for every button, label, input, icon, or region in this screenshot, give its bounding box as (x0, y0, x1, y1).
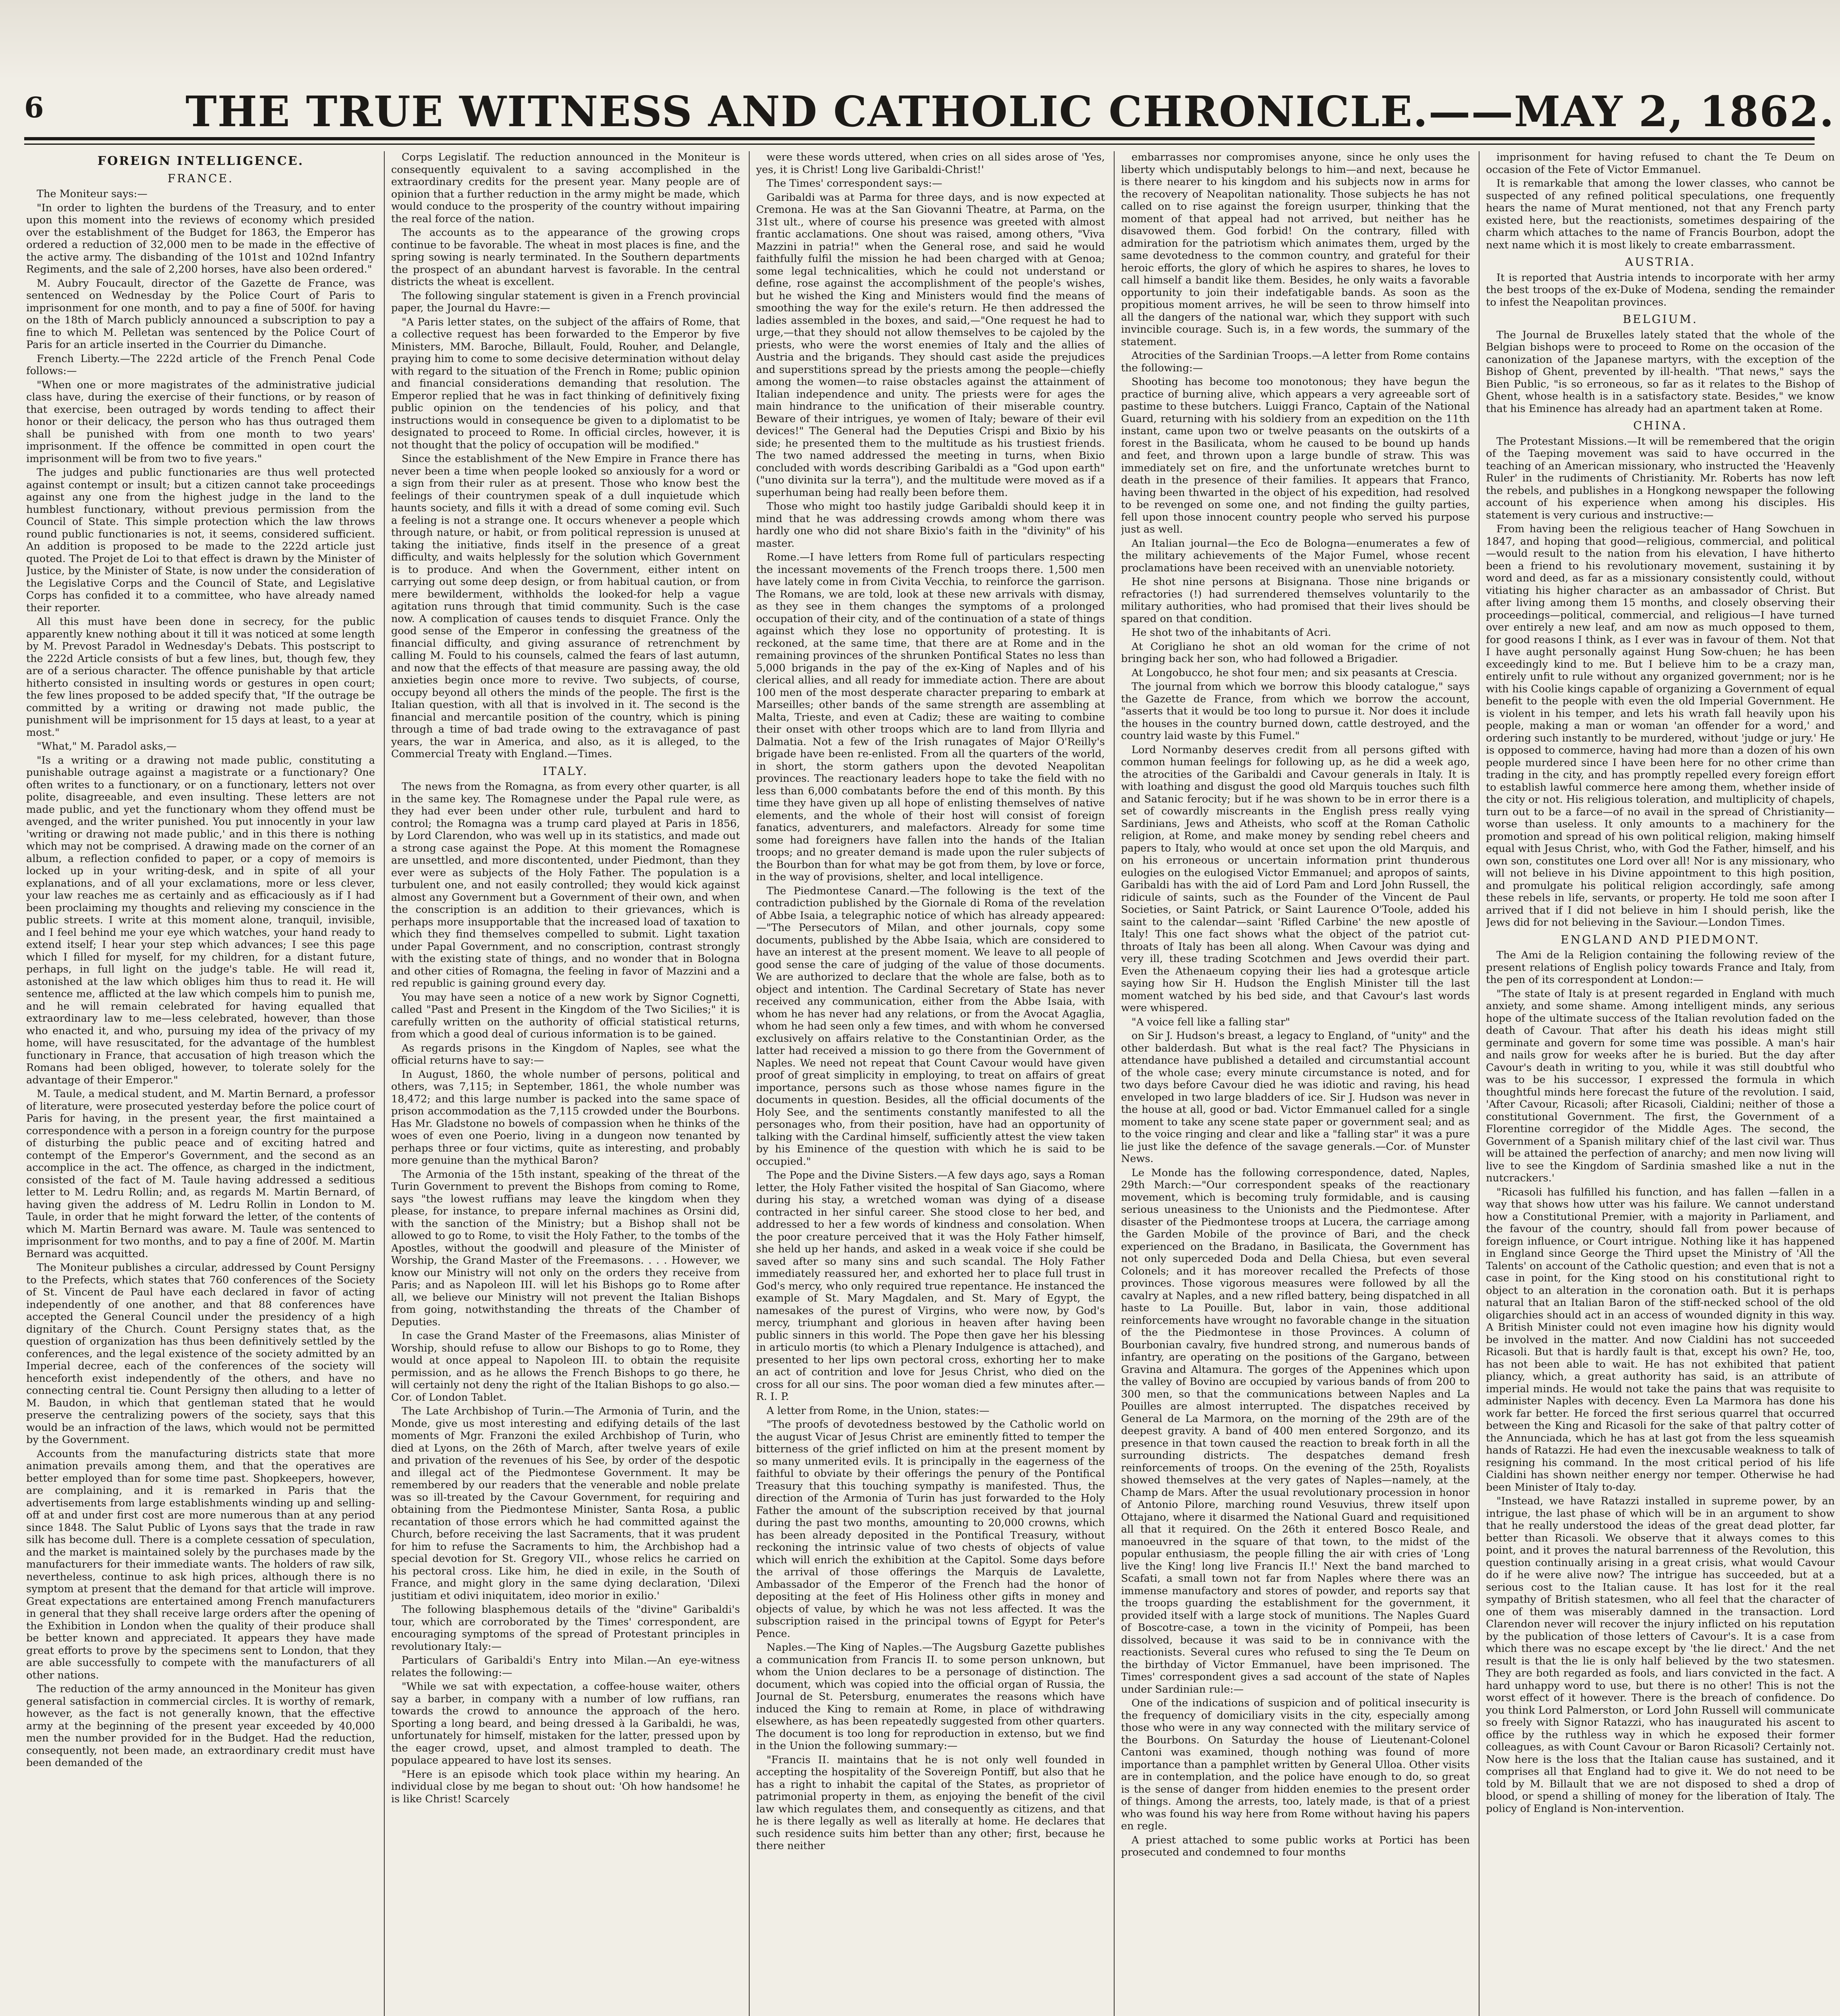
column-2 (391, 151, 740, 2016)
article-paragraph: Accounts from the manufacturing districts state that more animation prevails among them, and that the operatives are better employed than for some time past. Shopkeepers, however, are complaining, and it is remarked in Paris that the advertisements from large establishments winding up and selling-off at and under first cost are more numerous than at any period since 1848. The Salut Public of Lyons says that the trade in raw silk has become dull. There is a complete cessation of speculation, and the market is maintained solely by the purchases made by the manufacturers for their immediate wants. The holders of raw silk, nevertheless, continue to ask high prices, although there is no symptom at present that the demand for that article will improve. Great expectations are entertained among French manufacturers in general that they shall receive large orders after the opening of the Exhibition in London when the quality of their produce shall be better known and appreciated. It appears they have made great efforts to prove by the specimens sent to London, that they are able successfully to compete with the manufacturers of all other nations. (26, 1447, 375, 1681)
article-paragraph: An Italian journal—the Eco de Bologna—enumerates a few of the military achievements of the Major Fumel, whose recent proclamations have been received with an unenviable notoriety. (1121, 537, 1470, 574)
column-divider (749, 151, 750, 2016)
article-paragraph: He shot two of the inhabitants of Acri. (1132, 627, 1331, 639)
section-heading-foreign-intelligence: FOREIGN INTELLIGENCE. (97, 154, 304, 168)
article-paragraph: Corps Legislatif. The reduction announced in the Moniteur is consequently equivalent to a saving accomplished in the extraordinary credits for the present year. Many people are of opinion that a further reduction in the army might be made, which would conduce to the prosperity of the country without impairing the real force of the nation. (391, 151, 740, 225)
article-paragraph: "When one or more magistrates of the administrative judicial class have, during the exercise of their functions, or by reason of that exercise, been outraged by words tending to affect their honor or their delicacy, the person who has thus outraged them shall be punished with from one month to two years' imprisonment. If the offence be committed in open court the imprisonment will be from two to five years." (26, 379, 375, 465)
article-paragraph: M. Aubry Foucault, director of the Gazette de France, was sentenced on Wednesday by the Police Court of Paris to imprisonment for one month, and to pay a fine of 500f. for having on the 18th of March publicly announced a subscription to pay a fine to which M. Pelletan was sentenced by the Police Court of Paris for an article inserted in the Courrier du Dimanche. (26, 277, 375, 351)
article-paragraph: It is reported that Austria intends to incorporate with her army the best troops of the ex-Duke of Modena, sending the remainder to infest the Neapolitan provinces. (1486, 271, 1835, 308)
article-paragraph: The Moniteur says:— (37, 188, 148, 200)
article-paragraph: embarrasses nor compromises anyone, since he only uses the liberty which undisputably belongs to him—and next, because he is there nearer to his kingdom and his subjects now in arms for the recovery of Neapolitan nationality. Those subjects he has not called on to rise against the foreign usurper, thinking that the moment of that appeal had not arrived, but neither has he disavowed them. God forbid! On the contrary, filled with admiration for the patriotism which animates them, urged by the same devotedness to the common country, and grateful for their heroic efforts, the glory of which he aspires to shares, he loves to call himself a bandit like them. Besides, he only waits a favorable opportunity to join their indefatigable bands. As soon as the propitious moment arrives, he will be seen to throw himself into all the dangers of the national war, which they support with such invincible courage. Such is, in a few words, the summary of the statement. (1121, 151, 1470, 348)
article-paragraph: All this must have been done in secrecy, for the public apparently knew nothing about it till it was noticed at some length by M. Prevost Paradol in Wednesday's Debats. This postscript to the 222d Article consists of but a few lines, but, though few, they are of a serious character. The offence punishable by that article hitherto consisted in insulting words or gestures in open court; the few lines proposed to be added specify that, "If the outrage be committed by a writing or drawing not made public, the punishment will be imprisonment for 15 days at least, to a year at most." (26, 616, 375, 739)
masthead (24, 87, 1835, 139)
article-paragraph: "Is a writing or a drawing not made public, constituting a punishable outrage against a magistrate or a functionary? One often writes to a functionary, or on a functionary, letters not over polite, disagreeable, and even insulting. These letters are not made public, and yet the functionary whom they offend must be avenged, and the writer punished. You put innocently in your law 'writing or drawing not made public,' and in this there is nothing which may not be comprised. A drawing made on the corner of an album, a reflection confided to paper, or a copy of memoirs is locked up in your writing-desk, and in spite of all your explanations, and of all your exclamations, more or less clever, your law reaches me as certainly and as efficaciously as if I had been proclaiming my thoughts and relieving my conscience in the public streets. I write at this moment alone, tranquil, invisible, and I feel behind me your eye which watches, your hand ready to extend itself; I hear your step which advances; I see this page which I filled for myself, for my children, for a distant future, perhaps, in full light on the judge's table. He will read it, astonished at the law which obliges him thus to read it. He will sentence me, afflicted at the law which compels him to punish me, and he will remain celebrated for having equalled that extraordinary law to me—less celebrated, however, than those who enacted it, and who, pursuing my idea of the privacy of my home, will have resuscitated, for the advantage of the humblest functionary in France, that accusation of high treason which the Romans had been obliged, however, to tolerate solely for the advantage of their Emperor." (26, 754, 375, 1086)
article-paragraph: Lord Normanby deserves credit from all persons gifted with common human feelings for following up, as he did a week ago, the atrocities of the Garibaldi and Cavour generals in Italy. It is with loathing and disgust the good old Marquis touches such filth and Satanic ferocity; but if he was shown to be in error there is a set of cowardly miscreants in the English press really vying Sardinians, Jews and Atheists, who scoff at the Roman Catholic religion, at Rome, and make money by sending rebel cheers and papers to Italy, who would at once set upon the old Marquis, and on his erroneous or uncertain information print thunderous eulogies on the eulogised Victor Emmanuel; and apropos of saints, Garibaldi has with the aid of Lord Pam and Lord John Russell, the ridicule of saints, such as the Founder of the Vincent de Paul Societies, or Saint Patrick, or Saint Laurence O'Toole, added his saint to the calendar—saint 'Rifled Carbine' the new apostle of Italy! This one fact shows what the object of the patriot cut-throats of Italy has been all along. When Cavour was dying and very ill, these trading Scotchmen and Jews overdid their part. Even the Athenaeum copying their lies had a grotesque article saying how Sir H. Hudson the English Minister till the last moment watched by his bed side, and that Cavour's last words were whispered. (1121, 744, 1470, 1014)
article-paragraph: "While we sat with expectation, a coffee-house waiter, others say a barber, in company with a number of low ruffians, ran towards the crowd to announce the approach of the hero. Sporting a long beard, and being dressed à la Garibaldi, he was, unfortunately for himself, mistaken for the latter, pressed upon by the eager crowd, upset, and almost trampled to death. The populace appeared to have lost its senses. (391, 1681, 740, 1766)
article-paragraph: The Ami de la Religion containing the following review of the present relations of English policy towards France and Italy, from the pen of its correspondent at London:— (1486, 949, 1835, 986)
article-paragraph: Atrocities of the Sardinian Troops.—A letter from Rome contains the following:— (1121, 350, 1470, 374)
article-paragraph: "Ricasoli has fulfilled his function, and has fallen —fallen in a way that shows how utter was his failure. We cannot understand how a Constitutional Premier, with a majority in Parliament, and the favour of the country, should fall from power because of foreign influence, or Court intrigue. Nothing like it has happened in England since George the Third upset the Ministry of 'All the Talents' on account of the Catholic question; and even that is not a case in point, for the King stood on his constitutional right to object to an alteration in the coronation oath. But it is perhaps natural that an Italian Baron of the stiff-necked school of the old oligarchies should act in an access of wounded dignity in this way. A British Minister could not even imagine how his dignity would be involved in the matter. And now Cialdini has not succeeded Ricasoli. But that is hardly fault is that, except his own? He, too, has not been able to wait. He has not exhibited that patient pliancy, which, a great authority has said, is an attribute of imperial minds. He would not take the pains that was requisite to administer Naples with decency. Even La Marmora has done his work far better. He forced the first serious quarrel that occurred between the King and Ricasoli for the sake of that paltry cotter of the Annunciada, which he has at last got from the less squeamish hands of Ratazzi. He had even the inexcusable weakness to talk of resigning his command. In the most critical period of his life Cialdini has shown neither energy nor temper. Otherwise he had been Minister of Italy to-day. (1486, 1186, 1835, 1493)
column-4 (1121, 151, 1470, 2016)
column-divider (384, 151, 385, 2016)
article-paragraph: "The state of Italy is at present regarded in England with much anxiety, and some shame. Among intelligent minds, any serious hope of the ultimate success of the Italian revolution faded on the death of Cavour. That after his death his ideas might still germinate and govern for some time was possible. A man's hair and nails grow for weeks after he is buried. But the day after Cavour's death in writing to you, while it was still doubtful who was to be his successor, I expressed the formula in which thoughtful minds here forecast the future of the revolution. I said, 'After Cavour, Ricasoli; after Ricasoli, Cialdini; neither of those a constitutional Government. The first, the Government of a Florentine corregidor of the Middle Ages. The second, the Government of a Spanish military chief of the last civil war. Thus will be attained the perfection of anarchy; and men now living will live to see the Kingdom of Sardinia smashed like a nut in the nutcrackers.' (1486, 987, 1835, 1184)
article-paragraph: It is remarkable that among the lower classes, who cannot be suspected of any refined political speculations, one frequently hears the name of Murat mentioned, not that any French party existed here, but the reactionists, sometimes despairing of the charm which attaches to the name of Francis Bourbon, adopt the next name which it is most likely to create embarrassment. (1486, 177, 1835, 251)
article-paragraph: "The proofs of devotedness bestowed by the Catholic world on the august Vicar of Jesus Christ are eminently fitted to temper the bitterness of the grief inflicted on him at the present moment by so many unmerited evils. It is principally in the eagerness of the faithful to obviate by their offerings the penury of the Pontifical Treasury that this touching sympathy is manifested. Thus, the direction of the Armonia of Turin has just forwarded to the Holy Father the amount of the subscription received by that journal during the past two months, amounting to 20,000 crowns, which has been already deposited in the Pontifical Treasury, without reckoning the intrinsic value of two chests of objects of value which will enrich the exhibition at the Capitol. Some days before the arrival of those offerings the Marquis de Lavalette, Ambassador of the Emperor of the French had the honor of depositing at the feet of His Holiness other gifts in money and objects of value, by which he was not less affected. It was the subscription raised in the principal towns of Egypt for Peter's Pence. (756, 1418, 1105, 1640)
article-paragraph: A priest attached to some public works at Portici has been prosecuted and condemned to four months (1121, 1834, 1470, 1858)
article-paragraph: Le Monde has the following correspondence, dated, Naples, 29th March:—"Our correspondent speaks of the reactionary movement, which is becoming truly formidable, and is causing serious uneasiness to the Unionists and the Piedmontese. After disaster of the Piedmontese troops at Lucera, the carriage among the Garden Mobile of the province of Bari, and the check experienced on the Bradano, in Basilicata, the Government has not only superceded Doda and Della Chiesa, but even several Colonels; and it has moreover recalled the Prefects of those provinces. Those vigorous measures were followed by all the cavalry at Naples, and a new rifled battery, being dispatched in all haste to La Pouille. But, labor in vain, those additional reinforcements have wrought no favorable change in the situation of the the Piedmontese in those Provinces. A column of Bourbonian cavalry, five hundred strong, and numerous bands of infantry, are operating on the positions of the Gargano, between Gravina and Altamura. The gorges of the Appenines which upon the valley of Bovino are occupied by various bands of from 200 to 300 men, so that the communications between Naples and La Pouilles are almost interrupted. The dispatches received by General de La Marmora, on the morning of the 29th are of the deepest gravity. A band of 400 men entered Sorgonzo, and its presence in that town caused the reaction to break forth in all the surrounding districts. The despatches demand fresh reinforcements of troops. On the evening of the 25th, Royalists showed themselves at the very gates of Naples—namely, at the Champ de Mars. After the usual revolutionary procession in honor of Antonio Pilore, marching round Vesuvius, threw itself upon Ottajano, where it disarmed the National Guard and requisitioned all that it required. On the 26th it entered Bosco Reale, and manoeuvred in the square of that town, to the midst of the popular enthusiasm, the people filling the air with cries of 'Long live the King! long live Francis II.!' Next the band marched to Scafati, a small town not far from Naples where there was an immense manufactory and stores of powder, and reports say that the troops guarding the establishment for the government, it provided itself with a large stock of munitions. The Naples Guard of Boscotre-case, a town in the vicinity of Pompeii, has been dissolved, because it was said to be in connivance with the reactionists. Several cures who refused to sing the Te Deum on the birthday of Victor Emmanuel, have been imprisoned. The Times' correspondent gives a sad account of the state of Naples under Sardinian rule:— (1121, 1166, 1470, 1695)
paper-title: THE TRUE WITNESS AND CATHOLIC CHRONICLE.——MAY 2, 1862. (185, 87, 1835, 136)
article-paragraph: The following blasphemous details of the "divine" Garibaldi's tour, which are corroborated by the Times' correspondent, are encouraging symptoms of the spread of Protestant principles in revolutionary Italy:— (391, 1604, 740, 1653)
page-number: 6 (24, 91, 44, 124)
article-paragraph: The Armonia of the 15th instant, speaking of the threat of the Turin Government to prevent the Bishops from coming to Rome, says "the lowest ruffians may leave the kingdom when they please, for instance, to prepare infernal machines as Orsini did, with the sanction of the Ministry; but a Bishop shall not be allowed to go to Rome, to visit the Holy Father, to the tombs of the Apostles, without the goodwill and pleasure of the Minister of Worship, the Grand Master of the Freemasons. . . . However, we know our Ministry will not only on the orders they receive from Paris; and as Napoleon III. will let his Bishops go to Rome after all, we believe our Ministry will not prevent the Italian Bishops from going, notwithstanding the threats of the Chamber of Deputies. (391, 1168, 740, 1328)
column-5 (1486, 151, 1835, 2016)
article-paragraph: The Late Archbishop of Turin.—The Armonia of Turin, and the Monde, give us most interesting and edifying details of the last moments of Mgr. Franzoni the exiled Archbishop of Turin, who died at Lyons, on the 26th of March, after twelve years of exile and privation of the revenues of his See, by order of the despotic and illegal act of the Piedmontese Government. It may be remembered by our readers that the venerable and noble prelate was so ill-treated by the Cavour Government, for requiring and obtaining from the Piedmontese Minister, Santa Rosa, a public recantation of those errors which he had committed against the Church, before receiving the last Sacraments, that it was prudent for him to refuse the Sacraments to him, the Archbishop had a special devotion for St. Gregory VII., whose relics he carried on his pectoral cross. Like him, he died in exile, in the South of France, and might glory in the same dying declaration, 'Dilexi justitiam et odivi iniquitatem, ideo morior in exilio.' (391, 1405, 740, 1602)
article-paragraph: on Sir J. Hudson's breast, a legacy to England, of "unity" and the other balderdash. But what is the real fact? The Physicians in attendance have published a detailed and circumstantial account of the whole case; every minute circumstance is noted, and for two days before Cavour died he was idiotic and raving, his head enveloped in two large bladders of ice. Sir J. Hudson was never in the house at all, good or bad. Victor Emmanuel called for a single moment to take any scene state paper or government seal; and as to the voice ringing and clear and like a "falling star" it was a pure lie just like the defence of the savage generals.—Cor. of Munster News. (1121, 1030, 1470, 1165)
article-paragraph: Shooting has become too monotonous; they have begun the practice of burning alive, which appears a very agreeable sort of pastime to these butchers. Luiggi Franco, Captain of the National Guard, returning with his soldiery from an expedition on the 11th instant, came upon two or twelve peasants on the outskirts of a forest in the Basilicata, whom he caused to be bound up hands and feet, and thrown upon a large bundle of straw. This was immediately set on fire, and the unfortunate wretches burnt to death in the presence of their families. It appears that Franco, having been thwarted in the object of his expedition, had resolved to be revenged on some one, and not finding the guilty parties, fell upon those innocent country people who served his purpose just as well. (1121, 376, 1470, 535)
article-paragraph: Since the establishment of the New Empire in France there has never been a time when people looked so anxiously for a word or a sign from their ruler as at present. Those who know best the feelings of their countrymen speak of a dull inquietude which haunts society, and fills it with a dread of some coming evil. Such a feeling is not a strange one. It occurs whenever a people which through nature, or habit, or from political repression is unused at taking the initiative, finds itself in the presence of a great difficulty, and waits helplessly for the solution which Government is to produce. And when the Government, either intent on carrying out some deep design, or from habitual caution, or from mere bewilderment, withholds the looked-for help a vague agitation runs through that timid community. Such is the case now. A complication of causes tends to disquiet France. Only the good sense of the Emperor in confessing the greatness of the financial difficulty, and giving assurance of retrenchment by calling M. Fould to his counsels, calmed the fears of last autumn, and now that the effects of that measure are passing away, the old anxieties begin once more to revive. Two subjects, of course, occupy beyond all others the minds of the people. The first is the Italian question, with all that is involved in it. The second is the financial and mercantile position of the country, which is pining through a time of bad trade owing to the extravagance of past years, the war in America, and also, as it is alleged, to the Commercial Treaty with England.—Times. (391, 453, 740, 760)
article-paragraph: The Times' correspondent says:— (767, 177, 942, 190)
article-paragraph: The news from the Romagna, as from every other quarter, is all in the same key. The Romagnese under the Papal rule were, as they had ever been under other rule, turbulent and hard to control; the Romagna was a trump card played at Paris in 1856, by Lord Clarendon, who was well up in its statistics, and made out a strong case against the Pope. At this moment the Romagnese are unsettled, and more discontented, under Piedmont, than they ever were as subjects of the Holy Father. The population is a turbulent one, and not easily controlled; they would kick against almost any Government but a Government of their own, and when the conscription is an addition to their grievances, which is perhaps more insupportable that the increased load of taxation to which they find themselves compelled to submit. Light taxation under Papal Government, and no conscription, contrast strongly with the existing state of things, and no wonder that in Bologna and other cities of Romagna, the feeling in favor of Mazzini and a red republic is gaining ground every day. (391, 781, 740, 989)
heading-austria: AUSTRIA. (1625, 255, 1696, 269)
article-paragraph: From having been the religious teacher of Hang Sowchuen in 1847, and hoping that good—religious, commercial, and political—would result to the nation from his elevation, I have hitherto been a friend to his revolutionary movement, sustaining it by word and deed, as far as a missionary consistently could, without vitiating his higher character as an ambassador of Christ. But after living among them 15 months, and closely observing their proceedings—political, commercial, and religious—I have turned over entirely a new leaf, and am now as much opposed to them, for good reasons I think, as I ever was in favour of them. Not that I have aught personally against Hung Sow-chuen; he has been exceedingly kind to me. But I believe him to be a crazy man, entirely unfit to rule without any organized government; nor is he with his Coolie kings capable of organizing a Government of equal benefit to the people with even the old Imperial Government. He is violent in his temper, and lets his wrath fall heavily upon his people, making a man or woman 'an offender for a word,' and ordering such instantly to be murdered, without 'judge or jury.' He is opposed to commerce, having had more than a dozen of his own people murdered since I have been here for no other crime than trading in the city, and has promptly repelled every foreign effort to establish lawful commerce here among them, whether inside of the city or not. His religious toleration, and multiplicity of chapels, turn out to be a farce—of no avail in the spread of Christianity—worse than useless. It only amounts to a machinery for the promotion and spread of his own political religion, making himself equal with Jesus Christ, who, with God the Father, himself, and his own son, constitutes one Lord over all! Nor is any missionary, who will not believe in his Divine appointment to this high position, and promulgate his political religion accordingly, safe among these rebels in life, servants, or property. He told me soon after I arrived that if I did not believe in him I should perish, like the Jews did for not believing in the Saviour.—London Times. (1486, 523, 1835, 929)
column-1 (26, 151, 375, 2016)
article-paragraph: Rome.—I have letters from Rome full of particulars respecting the incessant movements of the French troops there. 1,500 men have lately come in from Civita Vecchia, to reinforce the garrison. The Romans, we are told, look at these new arrivals with dismay, as they see in them changes the symptoms of a prolonged occupation of their city, and of the continuation of a state of things against which they lose no opportunity of protesting. It is reckoned, at the same time, that there are at Rome and in the remaining provinces of the shrunken Pontifical States no less than 5,000 brigands in the pay of the ex-King of Naples and of his clerical allies, and all ready for immediate action. There are about 100 men of the most desperate character preparing to embark at Marseilles; other bands of the same strength are assembling at Malta, Trieste, and even at Cadiz; these are waiting to combine their onset with other troops which are to land from Illyria and Dalmatia. Not a few of the Irish runagates of Major O'Reilly's brigade have been re-enlisted. From all the quarters of the world, in short, the storm gathers upon the devoted Neapolitan provinces. The reactionary leaders hope to take the field with no less than 6,000 combatants before the end of this month. By this time they have given up all hope of enlisting themselves of native elements, and the whole of their host will consist of foreign fanatics, adventurers, and malefactors. Already for some time some had foreigners have fallen into the hands of the Italian troops; and no greater demand is made upon the ruler subjects of the Bourbon than for what may be got from them, by love or force, in the way of provisions, shelter, and local intelligence. (756, 551, 1105, 883)
article-paragraph: In August, 1860, the whole number of persons, political and others, was 7,115; in September, 1861, the whole number was 18,472; and this large number is packed into the same space of prison accommodation as the 7,115 crowded under the Bourbons. Has Mr. Gladstone no bowels of compassion when he thinks of the woes of even one Poerio, living in a dungeon now tenanted by perhaps three or four victims, quite as interesting, and probably more genuine than the mythical Baron? (391, 1068, 740, 1166)
article-paragraph: The Piedmontese Canard.—The following is the text of the contradiction published by the Giornale di Roma of the revelation of Abbe Isaia, a telegraphic notice of which has already appeared:—"The Persecutors of Milan, and other journals, copy some documents, published by the Abbe Isaia, which are considered to have an interest at the present moment. We leave to all people of good sense the care of judging of the value of those documents. We are authorized to declare that the whole are false, both as to object and intention. The Cardinal Secretary of State has never received any communication, either from the Abbe Isaia, with whom he has never had any relations, or from the Avocat Agaglia, whom he had seen only a few times, and with whom he conversed exclusively on affairs relative to the Constantinian Order, as the latter had received a mission to go there from the Government of Naples. We need not repeat that Count Cavour would have given proof of great simplicity in employing, to treat on affairs of great importance, persons such as those whose names figure in the documents in question. Besides, all the official documents of the Holy See, and the sentiments constantly manifested to all the personages who, from their position, have had an opportunity of talking with the Cardinal himself, sufficiently attest the view taken by his Eminence of the question with which he is said to be occupied." (756, 885, 1105, 1168)
article-paragraph: "Francis II. maintains that he is not only well founded in accepting the hospitality of the Sovereign Pontiff, but also that he has a right to inhabit the capital of the States, as proprietor of patrimonial property in them, as enjoying the benefit of the civil law which regulates them, and consequently as citizens, and that he is there legally as well as literally at home. He declares that such residence suits him better than any other; first, because he there neither (756, 1754, 1105, 1852)
heading-england-and-piedmont: ENGLAND AND PIEDMONT. (1561, 933, 1760, 946)
article-paragraph: As regards prisons in the Kingdom of Naples, see what the official returns have to say:— (391, 1042, 740, 1066)
article-paragraph: The Journal de Bruxelles lately stated that the whole of the Belgian bishops were to proceed to Rome on the occasion of the canonization of the Japanese martyrs, with the exception of the Bishop of Ghent, prevented by ill-health. "That news," says the Bien Public, "is so erroneous, so far as it relates to the Bishop of Ghent, whose health is in a satisfactory state. Besides," we know that his Eminence has already had an apartment taken at Rome. (1486, 329, 1835, 415)
article-paragraph: One of the indications of suspicion and of political insecurity is the frequency of domiciliary visits in the city, especially among those who were in any way connected with the military service of the Bourbons. On Saturday the house of Lieutenant-Colonel Cantoni was examined, though nothing was found of more importance than a pamphlet written by General Ulloa. Other visits are in contemplation, and the police have enough to do, so great is the sense of danger from hidden enemies to the present order of things. Among the arrests, too, lately made, is that of a priest who was found his way here from Rome without having his papers en regle. (1121, 1697, 1470, 1832)
article-paragraph: The Moniteur publishes a circular, addressed by Count Persigny to the Prefects, which states that 760 conferences of the Society of St. Vincent de Paul have each declared in favor of acting independently of one another, and that 88 conferences have accepted the General Council under the presidency of a high dignitary of the Church. Count Persigny states that, as the question of organization has thus been definitively settled by the conferences, and the legal existence of the society admitted by an Imperial decree, each of the conferences of the society will henceforth exist independently of the others, and have no connecting central tie. Count Persigny then alluding to a letter of M. Baudon, in which that gentleman stated that he would preserve the centralizing powers of the society, says that this would be an infraction of the laws, which would not be permitted by the Government. (26, 1262, 375, 1446)
article-paragraph: "What," M. Paradol asks,— (37, 740, 177, 752)
column-divider (1114, 151, 1115, 2016)
article-paragraph: "Here is an episode which took place within my hearing. An individual close by me began to shout out: 'Oh how handsome! he is like Christ! Scarcely (391, 1768, 740, 1805)
column-divider (1479, 151, 1480, 2016)
article-paragraph: In case the Grand Master of the Freemasons, alias Minister of Worship, should refuse to allow our Bishops to go to Rome, they would at once appeal to Napoleon III. to obtain the requisite permission, and as he allows the French Bishops to go there, he will certainly not deny the right of the Italian Bishops to go also.—Cor. of London Tablet. (391, 1330, 740, 1404)
article-paragraph: The accounts as to the appearance of the growing crops continue to be favorable. The wheat in most places is fine, and the spring sowing is nearly terminated. In the Southern departments the prospect of an abundant harvest is favorable. In the central districts the wheat is excellent. (391, 227, 740, 288)
article-paragraph: Naples.—The King of Naples.—The Augsburg Gazette publishes a communication from Francis II. to some person unknown, but whom the Union declares to be a personage of distinction. The document, which was copied into the official organ of Russia, the Journal de St. Petersburg, enumerates the reasons which have induced the King to remain at Rome, in place of withdrawing elsewhere, as has been repeatedly suggested from other quarters. The document is too long for reproduction in extenso, but we find in the Union the following summary:— (756, 1641, 1105, 1752)
article-paragraph: "In order to lighten the burdens of the Treasury, and to enter upon this moment into the reviews of economy which presided over the establishment of the Budget for 1863, the Emperor has ordered a reduction of 32,000 men to be made in the effective of the active army. The disbanding of the 101st and 102nd Infantry Regiments, and the sale of 2,200 horses, have also been ordered." (26, 202, 375, 275)
article-paragraph: The Pope and the Divine Sisters.—A few days ago, says a Roman letter, the Holy Father visited the hospital of San Giacomo, where during his stay, a wretched woman was dying of a disease contracted in her sinful career. She stood close to her bed, and addressed to her a few words of kindness and consolation. When the poor creature perceived that it was the Holy Father himself, she held up her hands, and asked in a weak voice if she could be saved after so many sins and such scandal. The Holy Father immediately reassured her, and exhorted her to place full trust in God's mercy, who only required true repentance. He instanced the example of St. Mary Magdalen, and St. Mary of Egypt, the namesakes of the purest of Virgins, who were now, by God's mercy, triumphant and glorious in heaven after having been public sinners in this world. The Pope then gave her his blessing in articulo mortis (to which a Plenary Indulgence is attached), and presented to her lips own pectoral cross, exhorting her to make an act of contrition and love for Jesus Christ, who died on the cross for all our sins. The poor woman died a few minutes after.—R. I. P. (756, 1169, 1105, 1403)
article-paragraph: "Instead, we have Ratazzi installed in supreme power, by an intrigue, the last phase of which will be in an argument to show that he really understood the ideas of the great dead plotter, far better than Ricasoli. We observe that it always comes to this point, and it proves the natural barrenness of the Revolution, this question continually arising in a great crisis, what would Cavour do if he were alive now? The intrigue has succeeded, but at a serious cost to the Italian cause. It has lost for it the real sympathy of British statesmen, who all feel that the character of one of them was miserably damned in the transaction. Lord Clarendon never will recover the injury inflicted on his reputation by the publication of those letters of Cavour's. It is a case from which there was no escape except by 'the lie direct.' And the net result is that the lie is only half believed by the two statesmen. They are both regarded as fools, and liars convicted in the fact. A hard unhappy word to use, but there is no other! This is not the worst effect of it however. There is the breach of confidence. Do you think Lord Palmerston, or Lord John Russell will communicate so freely with Signor Ratazzi, who has inaugurated his ascent to office by the ruthless way in which he exposed their former colleagues, as with Count Cavour or Baron Ricasoli? Certainly not. Now here is the loss that the Italian cause has sustained, and it comprises all that England had to give it. We do not need to be told by M. Billault that we are not disposed to shed a drop of blood, or spend a shilling of money for the liberation of Italy. The policy of England is Non-intervention. (1486, 1495, 1835, 1815)
article-paragraph: imprisonment for having refused to chant the Te Deum on occasion of the Fete of Victor Emmanuel. (1486, 151, 1835, 176)
article-paragraph: The journal from which we borrow this bloody catalogue," says the Gazette de France, from which we borrow the account, "asserts that it would be too long to pursue it. Nor does it include the houses in the country burned down, cattle destroyed, and the country laid waste by this Fumel." (1121, 681, 1470, 742)
masthead-rule-thin (24, 144, 1815, 145)
article-paragraph: He shot nine persons at Bisignana. Those nine brigands or refractories (!) had surrendered themselves voluntarily to the military authorities, who had promised that their lives should be spared on that condition. (1121, 576, 1470, 625)
article-paragraph: Garibaldi was at Parma for three days, and is now expected at Cremona. He was at the San Giovanni Theatre, at Parma, on the 31st ult., where of course his presence was greeted with almost frantic acclamations. One shout was raised, among others, "Viva Mazzini in patria!" when the General rose, and said he would faithfully fulfil the mission he had been charged with at Genoa; some legal technicalities, which he could not understand or define, rose against the accomplishment of the people's wishes, but he wished the King and Ministers would find the means of smoothing the way for the exile's return. He then addressed the ladies assembled in the boxes, and said,—"One request he had to urge,—that they should not allow themselves to be cajoled by the priests, who were the worst enemies of Italy and the allies of Austria and the brigands. They should cast aside the prejudices and superstitions spread by the priests among the people—chiefly among the women—to raise obstacles against the attainment of Italian independence and unity. The priests were for ages the main hindrance to the unification of their miserable country. Beware of their intrigues, ye women of Italy; beware of their evil devices!" The General had the Deputies Crispi and Bixio by his side; he presented them to the multitude as his trustiest friends. The two named addressed the meeting in turns, when Bixio concluded with words describing Garibaldi as a "God upon earth" ("uno divinita sur la terra"), and the multitude were moved as if a superhuman being had really been before them. (756, 191, 1105, 499)
heading-belgium: BELGIUM. (1623, 312, 1698, 326)
article-paragraph: The judges and public functionaries are thus well protected against contempt or insult; but a citizen cannot take proceedings against any one from the highest judge in the land to the humblest functionary, without previous permission from the Council of State. This simple protection which the law throws round public functionaries is not, it seems, considered sufficient. An addition is proposed to be made to the 222d article just quoted. The Projet de Loi to that effect is drawn by the Minister of Justice, by the Minister of State, is now under the consideration of the Legislative Corps and the Council of State, and Legislative Corps has confided it to a committee, who have already named their reporter. (26, 467, 375, 614)
article-paragraph: The Protestant Missions.—It will be remembered that the origin of the Taeping movement was said to have occurred in the teaching of an American missionary, who instructed the 'Heavenly Ruler' in the rudiments of Christianity. Mr. Roberts has now left the rebels, and publishes in a Hongkong newspaper the following account of his experience when among his disciples. His statement is very curious and instructive:— (1486, 435, 1835, 521)
heading-france: FRANCE. (167, 171, 234, 185)
article-paragraph: At Corigliano he shot an old woman for the crime of not bringing back her son, who had followed a Brigadier. (1121, 640, 1470, 665)
article-paragraph: were these words uttered, when cries on all sides arose of 'Yes, yes, it is Christ! Long live Garibaldi-Christ!' (756, 151, 1105, 176)
masthead-rule (24, 137, 1815, 140)
article-paragraph: The reduction of the army announced in the Moniteur has given general satisfaction in commercial circles. It is worthy of remark, however, as the fact is not generally known, that the effective army at the beginning of the present year exceeded by 40,000 men the number provided for in the Budget. Had the reduction, consequently, not been made, an extraordinary credit must have been demanded of the (26, 1683, 375, 1769)
article-paragraph: French Liberty.—The 222d article of the French Penal Code follows:— (26, 352, 375, 377)
quoted-line: "A voice fell like a falling star" (1132, 1016, 1290, 1028)
heading-italy: ITALY. (542, 764, 588, 778)
article-paragraph: A letter from Rome, in the Union, states:— (767, 1404, 990, 1417)
article-paragraph: At Longobucco, he shot four men; and six peasants at Crescia. (1132, 666, 1458, 679)
article-paragraph: The following singular statement is given in a French provincial paper, the Journal du Havre:— (391, 289, 740, 314)
article-paragraph: "A Paris letter states, on the subject of the affairs of Rome, that a collective request has been forwarded to the Emperor by five Ministers, MM. Baroche, Billault, Fould, Rouher, and Delangle, praying him to come to some decisive determination without delay with regard to the situation of the French in Rome; public opinion and financial considerations demanding that resolution. The Emperor replied that he was in fact thinking of definitively fixing public opinion on the tendencies of his policy, and that instructions would in consequence be given to a diplomatist to be designated to proceed to Rome. In official circles, however, it is not thought that the policy of occupation will be modified." (391, 316, 740, 451)
article-paragraph: M. Taule, a medical student, and M. Martin Bernard, a professor of literature, were prosecuted yesterday before the police court of Paris for having, in the present year, the first maintained a correspondence with a person in a foreign country for the purpose of disturbing the public peace and of exciting hatred and contempt of the Emperor's Government, and the second as an accomplice in the act. The offence, as charged in the indictment, consisted of the fact of M. Taule having addressed a seditious letter to M. Ledru Rollin; and, as regards M. Martin Bernard, of having given the address of M. Ledru Rollin in London to M. Taule, in order that he might forward the letter, of the contents of which M. Martin Bernard was aware. M. Taule was sentenced to imprisonment for two months, and to pay a fine of 200f. M. Martin Bernard was acquitted. (26, 1088, 375, 1260)
column-3 (756, 151, 1105, 2016)
heading-china: CHINA. (1633, 419, 1688, 432)
article-paragraph: You may have seen a notice of a new work by Signor Cognetti, called "Past and Present in the Kingdom of the Two Sicilies;" it is carefully written on the authority of official statistical returns, from which a good deal of curious information is to be gained. (391, 991, 740, 1040)
page-top-margin (0, 0, 1840, 81)
article-paragraph: Those who might too hastily judge Garibaldi should keep it in mind that he was addressing crowds among whom there was hardly one who did not share Bixio's faith in the "divinity" of his master. (756, 500, 1105, 550)
article-paragraph: Particulars of Garibaldi's Entry into Milan.—An eye-witness relates the following:— (391, 1654, 740, 1679)
